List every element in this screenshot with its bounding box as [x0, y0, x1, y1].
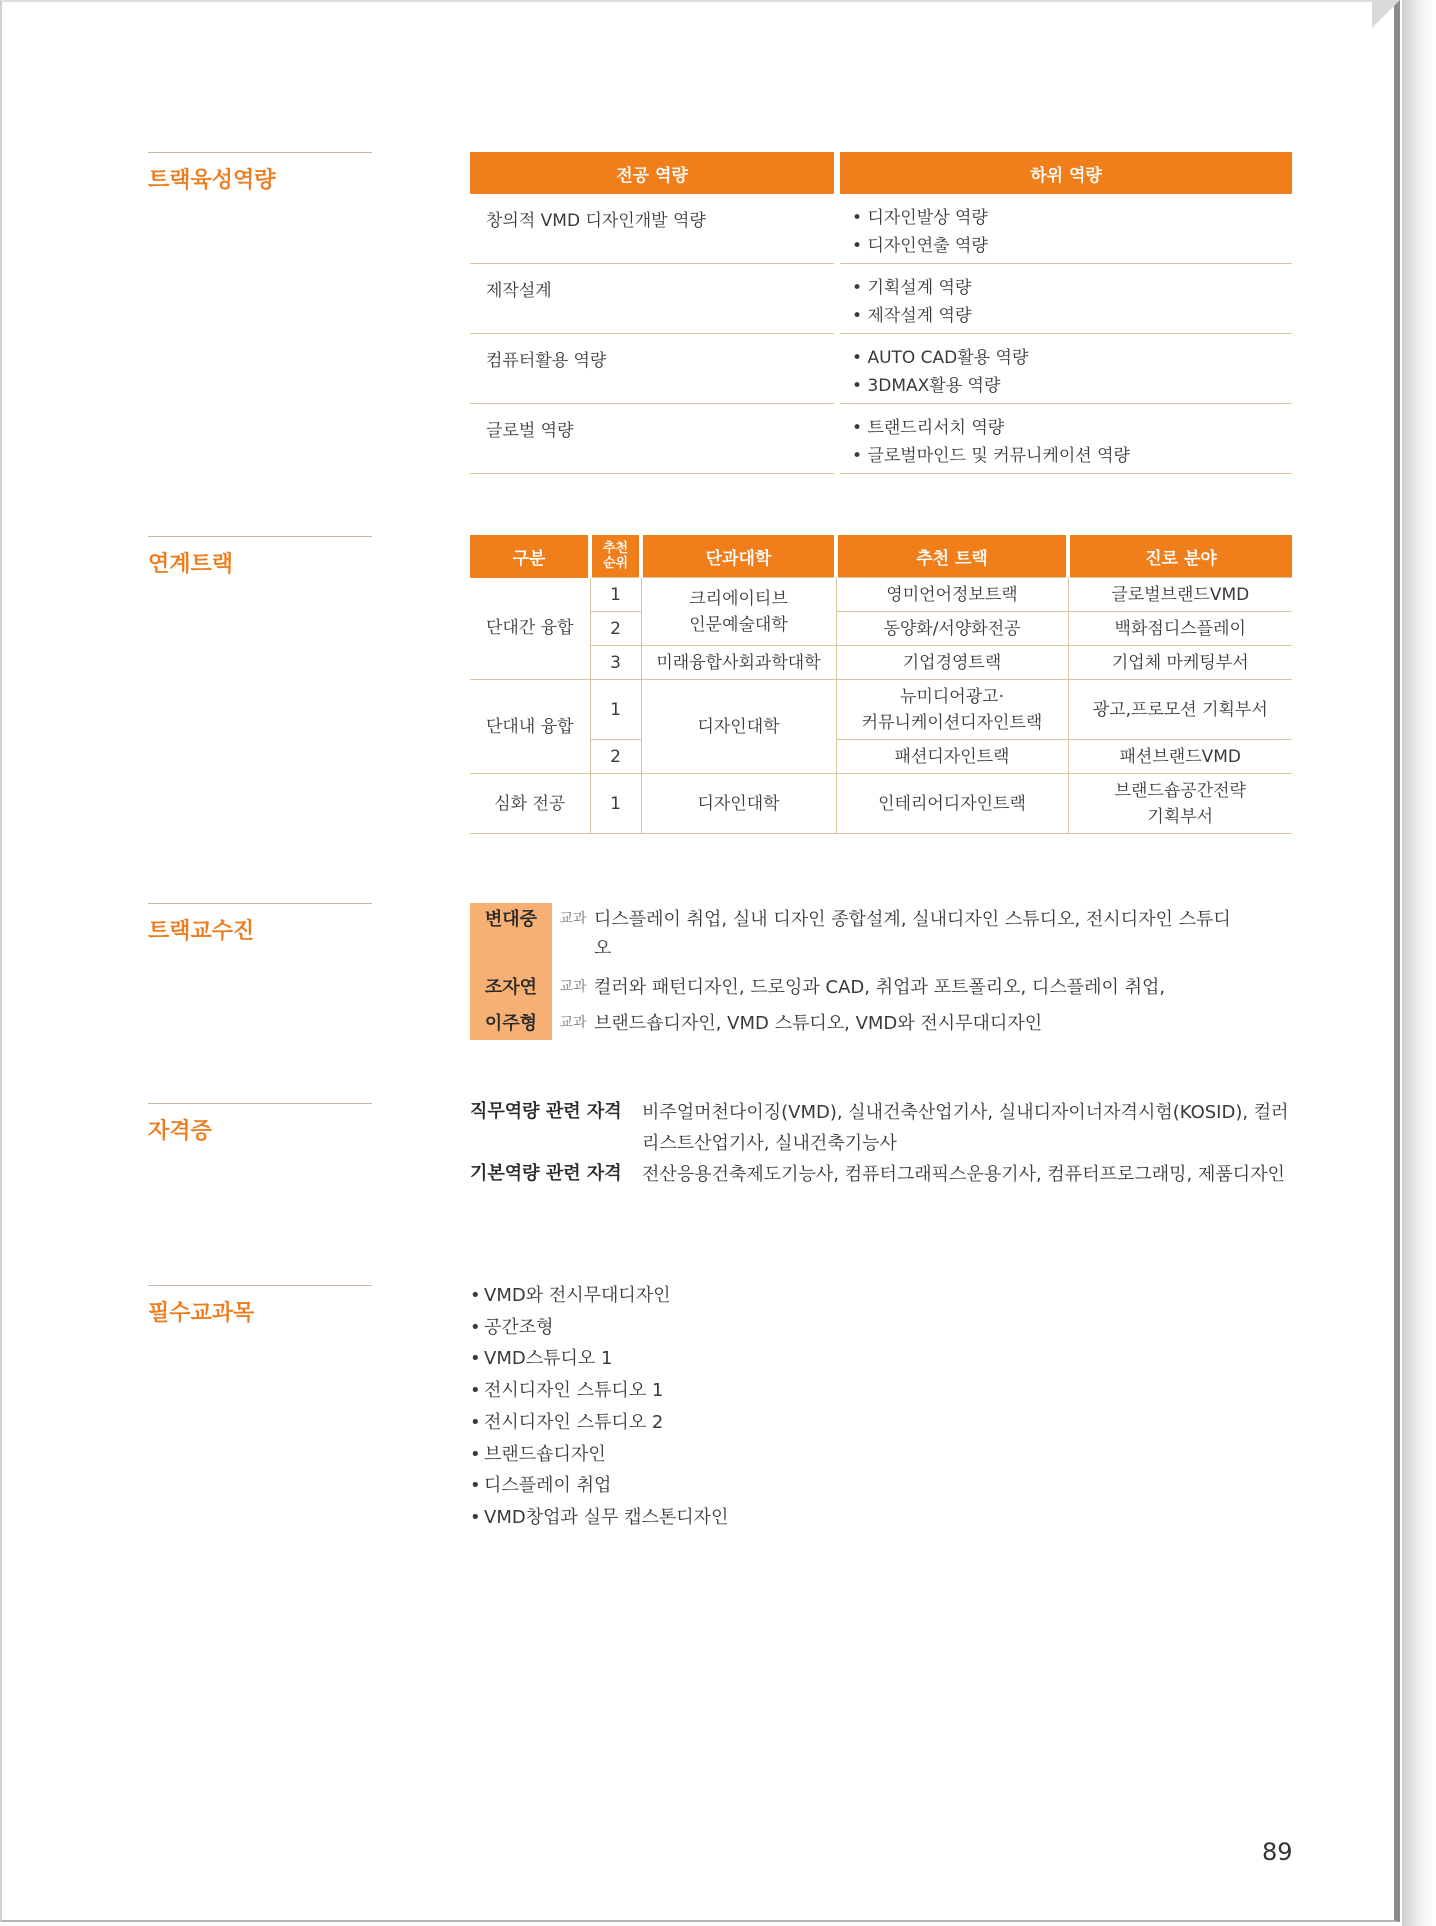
sub-competency-text: 제작설계 역량	[867, 306, 972, 326]
list-item	[470, 1502, 728, 1534]
bullet: •	[470, 1348, 481, 1370]
cell-rank: 1	[590, 578, 641, 612]
cell-career: 글로벌브랜드VMD	[1068, 578, 1292, 612]
sub-competency-list	[840, 334, 1292, 404]
cert-value: 비주얼머천다이징(VMD), 실내건축산업기사, 실내디자이너자격시험(KOSID), 컬러리스트산업기사, 실내건축기능사	[642, 1102, 1289, 1154]
table-row	[470, 740, 1292, 774]
bullet: •	[470, 1506, 481, 1528]
section-title-competency: 트랙육성역량	[148, 152, 372, 194]
course-name: 공간조형	[484, 1316, 554, 1338]
cell-college: 크리에이티브 인문예술대학	[641, 578, 836, 646]
faculty-tag: 교과	[559, 1015, 587, 1031]
bullet: •	[470, 1475, 481, 1497]
section-title-required: 필수교과목	[148, 1285, 372, 1327]
table-row	[470, 578, 1292, 612]
bullet: •	[470, 1443, 481, 1465]
table-row	[470, 612, 1292, 646]
table-row	[470, 646, 1292, 680]
sub-competency-item	[852, 274, 1292, 302]
cell-college: 디자인대학	[641, 774, 836, 834]
faculty-tag: 교과	[559, 911, 587, 927]
course-name: VMD와 전시무대디자인	[484, 1285, 671, 1306]
header-college: 단과대학	[641, 535, 836, 578]
major-competency: 컴퓨터활용 역량	[470, 334, 834, 404]
cell-career: 광고,프로모션 기획부서	[1068, 680, 1292, 740]
faculty-name: 변대중	[484, 909, 538, 930]
table-row	[470, 774, 1292, 834]
bullet: •	[470, 1285, 481, 1306]
course-name: 전시디자인 스튜디오 2	[484, 1411, 664, 1433]
bullet: •	[852, 236, 868, 256]
header-division: 구분	[470, 535, 590, 578]
sub-competency-text: 디자인연출 역량	[867, 236, 988, 256]
header-rank	[590, 535, 641, 578]
sub-competency-item	[852, 204, 1292, 232]
bullet: •	[852, 418, 868, 438]
bullet: •	[852, 278, 868, 298]
faculty-item	[470, 1009, 1234, 1038]
table-row	[470, 334, 1292, 404]
sub-competency-item	[852, 442, 1292, 470]
cell-division: 단대내 융합	[470, 680, 590, 774]
faculty-name: 이주형	[484, 1013, 538, 1034]
page-number: 89	[1262, 1838, 1293, 1866]
list-item	[470, 1439, 728, 1471]
page-fold	[1372, 0, 1400, 28]
course-name: 전시디자인 스튜디오 1	[484, 1380, 664, 1402]
sub-competency-item	[852, 302, 1292, 330]
cert-label: 기본역량 관련 자격	[470, 1163, 622, 1184]
cell-college: 미래융합사회과학대학	[641, 646, 836, 680]
cell-division: 심화 전공	[470, 774, 590, 834]
sub-competency-text: 기획설계 역량	[867, 278, 972, 298]
cert-item	[470, 1097, 1302, 1159]
sub-competency-text: 글로벌마인드 및 커뮤니케이션 역량	[867, 446, 1130, 466]
bullet: •	[852, 446, 868, 466]
cell-career: 브랜드숍공간전략 기획부서	[1068, 774, 1292, 834]
sub-competency-text: AUTO CAD활용 역량	[867, 348, 1029, 368]
faculty-name: 조자연	[484, 977, 538, 998]
bullet: •	[470, 1411, 481, 1433]
header-career: 진로 분야	[1068, 535, 1292, 578]
table-row	[470, 264, 1292, 334]
major-competency: 글로벌 역량	[470, 404, 834, 474]
required-course-list	[470, 1280, 728, 1534]
bullet: •	[470, 1380, 481, 1402]
bullet: •	[852, 306, 868, 326]
list-item	[470, 1312, 728, 1344]
sub-competency-text: 디자인발상 역량	[867, 208, 988, 228]
list-item	[470, 1407, 728, 1439]
cell-track: 인테리어디자인트랙	[836, 774, 1068, 834]
bullet: •	[852, 208, 868, 228]
faculty-courses: 브랜드숍디자인, VMD 스튜디오, VMD와 전시무대디자인	[594, 1013, 1043, 1034]
cell-career: 백화점디스플레이	[1068, 612, 1292, 646]
cell-rank: 1	[590, 680, 641, 740]
faculty-courses: 컬러와 패턴디자인, 드로잉과 CAD, 취업과 포트폴리오, 디스플레이 취업,	[594, 977, 1166, 998]
major-competency: 제작설계	[470, 264, 834, 334]
cell-division: 단대간 융합	[470, 578, 590, 680]
section-title-certs: 자격증	[148, 1103, 372, 1145]
list-item	[470, 1375, 728, 1407]
sub-competency-item	[852, 414, 1292, 442]
cell-rank: 2	[590, 740, 641, 774]
bullet: •	[852, 376, 868, 396]
list-item	[470, 1280, 728, 1312]
competency-table-header	[470, 152, 1292, 194]
header-rank-text: 추천 순위	[602, 541, 629, 571]
header-major: 전공 역량	[470, 152, 834, 194]
course-name: VMD창업과 실무 캡스톤디자인	[484, 1506, 729, 1528]
major-competency: 창의적 VMD 디자인개발 역량	[470, 194, 834, 264]
cell-track: 패션디자인트랙	[836, 740, 1068, 774]
cell-college: 디자인대학	[641, 680, 836, 774]
cert-label: 직무역량 관련 자격	[470, 1101, 622, 1122]
bullet: •	[852, 348, 868, 368]
sub-competency-text: 트랜드리서치 역량	[867, 418, 1005, 438]
table-row	[470, 404, 1292, 474]
faculty-item	[470, 973, 1234, 1002]
cell-career: 패션브랜드VMD	[1068, 740, 1292, 774]
section-title-faculty: 트랙교수진	[148, 903, 372, 945]
cell-career: 기업체 마케팅부서	[1068, 646, 1292, 680]
faculty-courses: 디스플레이 취업, 실내 디자인 종합설계, 실내디자인 스튜디오, 전시디자인 스튜디오	[594, 909, 1231, 959]
cell-rank: 2	[590, 612, 641, 646]
table-row	[470, 194, 1292, 264]
page-edge-shadow	[1402, 0, 1436, 1926]
bullet: •	[470, 1316, 481, 1338]
header-sub: 하위 역량	[840, 152, 1292, 194]
sub-competency-item	[852, 232, 1292, 260]
table-row	[470, 680, 1292, 740]
sub-competency-item	[852, 344, 1292, 372]
sub-competency-text: 3DMAX활용 역량	[867, 376, 1001, 396]
course-name: 디스플레이 취업	[484, 1475, 612, 1497]
cert-item	[470, 1159, 1302, 1190]
faculty-tag: 교과	[559, 979, 587, 995]
sub-competency-list	[840, 404, 1292, 474]
cell-rank: 1	[590, 774, 641, 834]
cell-track: 기업경영트랙	[836, 646, 1068, 680]
sub-competency-item	[852, 372, 1292, 400]
section-title-linked: 연계트랙	[148, 536, 372, 578]
cert-value: 전산응용건축제도기능사, 컴퓨터그래픽스운용기사, 컴퓨터프로그래밍, 제품디자인	[642, 1164, 1285, 1185]
cell-track: 영미언어정보트랙	[836, 578, 1068, 612]
cell-track: 동양화/서양화전공	[836, 612, 1068, 646]
faculty-item	[470, 905, 1234, 963]
course-name: 브랜드숍디자인	[484, 1443, 606, 1465]
linked-track-table	[470, 535, 1292, 834]
list-item	[470, 1470, 728, 1502]
header-track: 추천 트랙	[836, 535, 1068, 578]
competency-table	[470, 152, 1292, 474]
sub-competency-list	[840, 194, 1292, 264]
list-item	[470, 1343, 728, 1375]
course-name: VMD스튜디오 1	[484, 1348, 613, 1370]
cell-track: 뉴미디어광고· 커뮤니케이션디자인트랙	[836, 680, 1068, 740]
cell-rank: 3	[590, 646, 641, 680]
sub-competency-list	[840, 264, 1292, 334]
